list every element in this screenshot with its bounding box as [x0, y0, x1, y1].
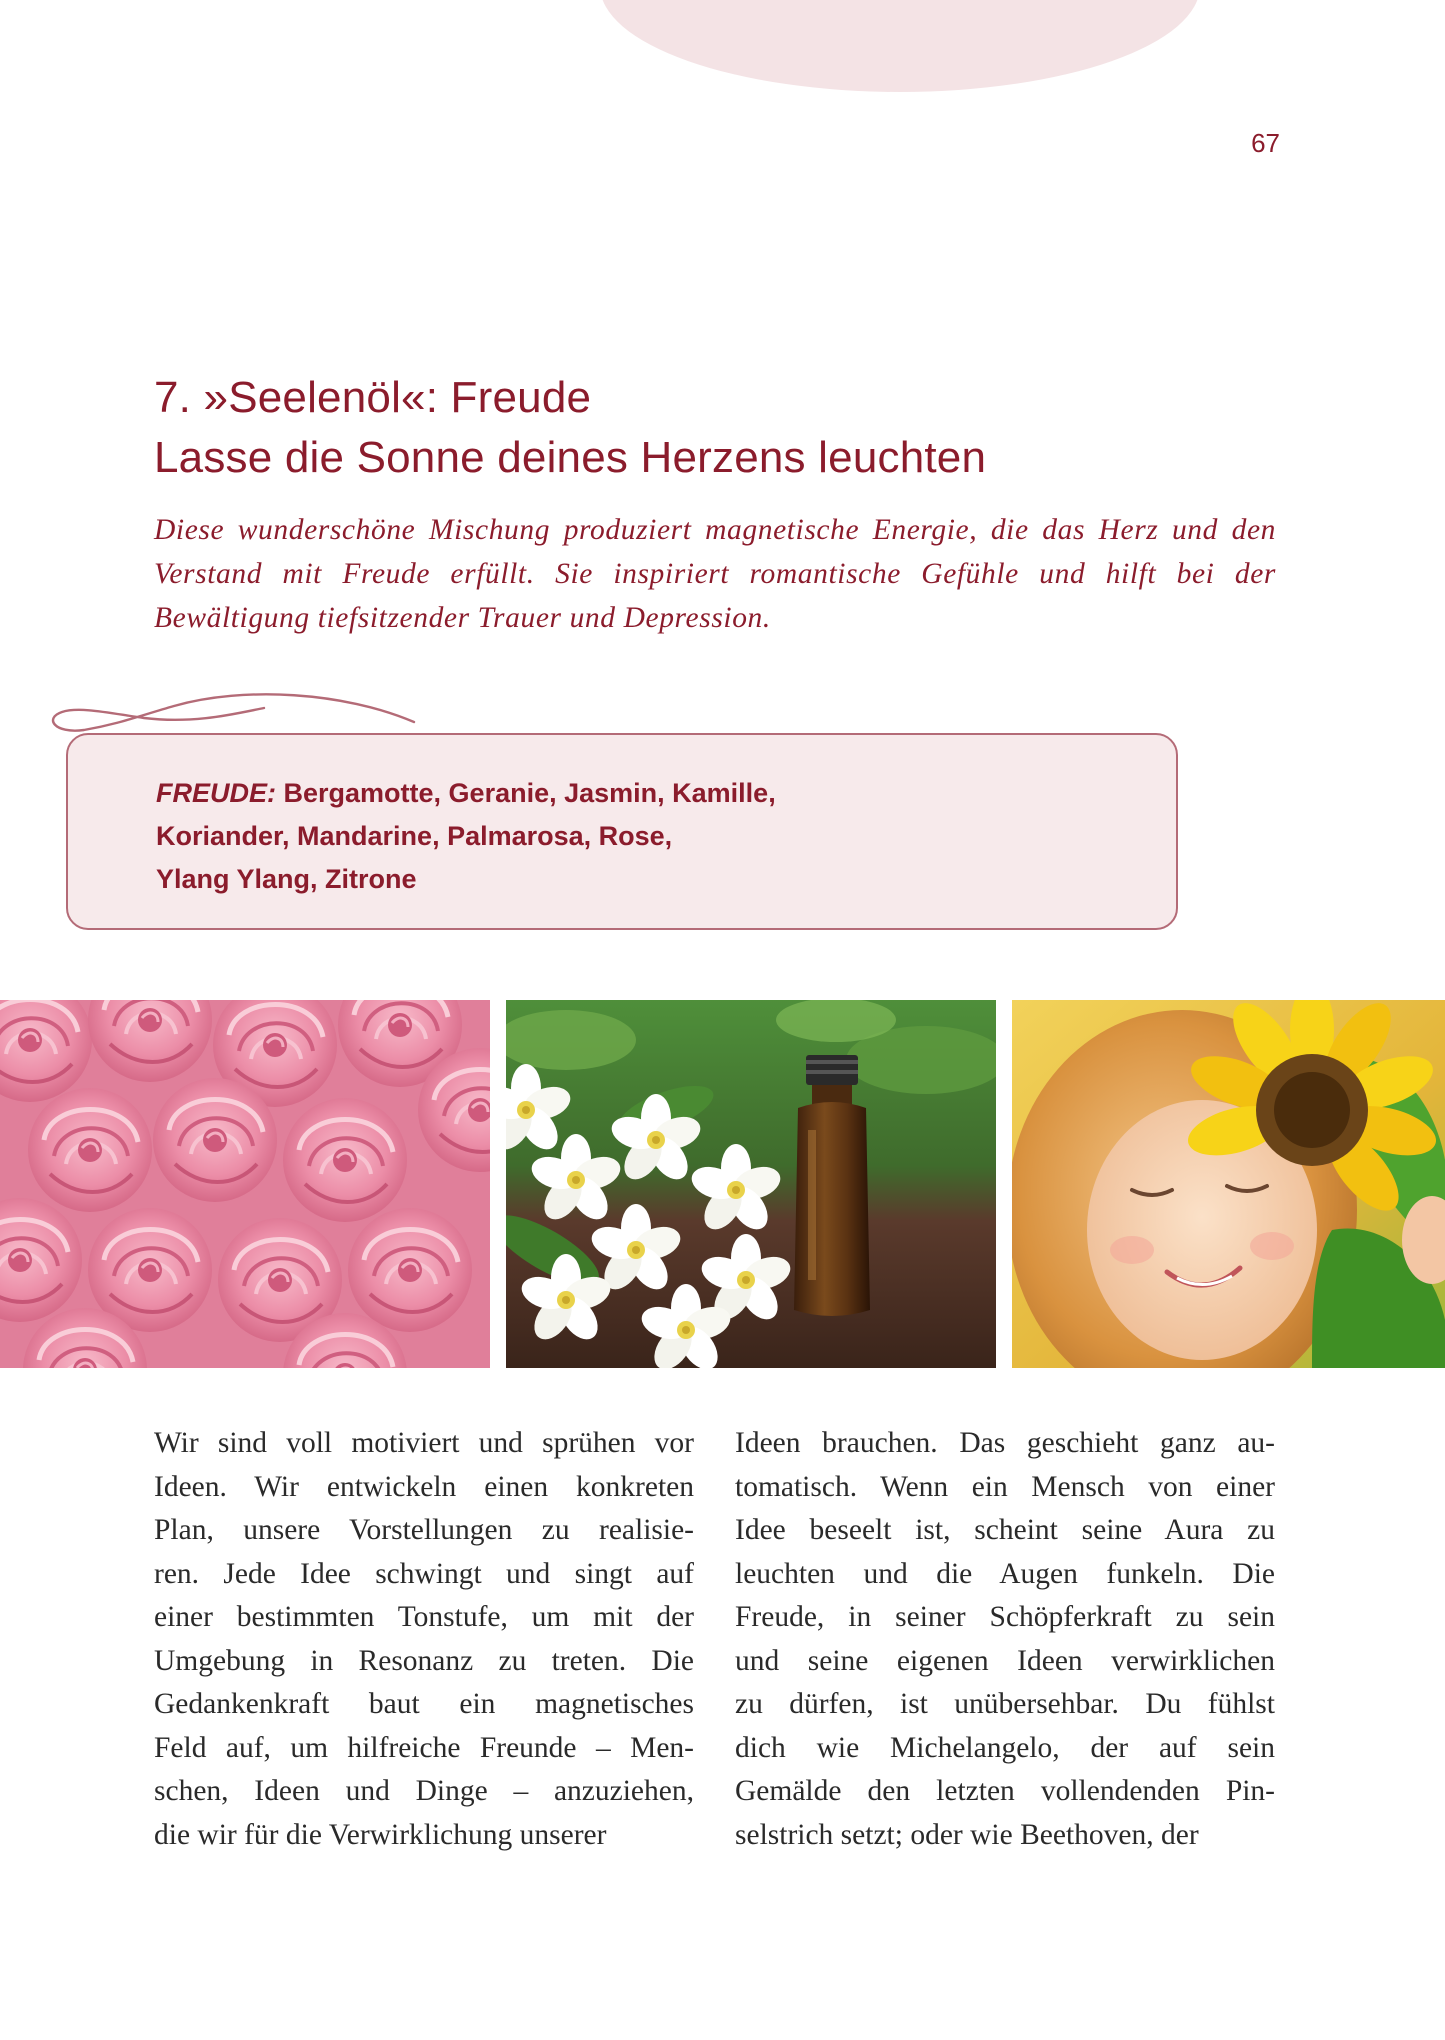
body-line: die wir für die Verwirklichung unserer — [154, 1818, 607, 1851]
body-line: tomatisch. Wenn ein Mensch von einer — [735, 1470, 1275, 1503]
body-line: Wir sind voll motiviert und sprühen vor — [154, 1427, 694, 1459]
body-line: einer bestimmten Tonstufe, um mit der — [154, 1601, 694, 1633]
body-line: Feld auf, um hilfreiche Freunde – Men- — [154, 1731, 694, 1764]
body-line: Plan, unsere Vorstellungen zu realisie- — [154, 1514, 694, 1546]
oil-blend-line: Ylang Ylang, Zitrone — [156, 864, 417, 894]
pink-roses-photo — [0, 1000, 490, 1368]
oil-blend-line: Koriander, Mandarine, Palmarosa, Rose, — [156, 821, 673, 851]
intro-paragraph: Diese wunderschöne Mischung produziert magnetische Energie, die das Herz und den Verstand mit Freude erfüllt. Sie inspiriert romantische Gefühle und hilft bei der Bewältigung tiefsitzender Trauer und Depression. — [154, 514, 1276, 634]
body-column-left — [154, 1422, 694, 1857]
body-line: selstrich setzt; oder wie Beethoven, der — [735, 1818, 1199, 1851]
body-column-right — [735, 1422, 1275, 1857]
body-line: Gemälde den letzten vollendenden Pin- — [735, 1775, 1275, 1807]
child-with-sunflower-photo — [1012, 1000, 1445, 1368]
chapter-subtitle-line: Lasse die Sonne deines Herzens leuchten — [154, 433, 987, 482]
body-line: Ideen brauchen. Das geschieht ganz au- — [735, 1427, 1275, 1459]
body-line: dich wie Michelangelo, der auf sein — [735, 1731, 1275, 1764]
body-line: Gedankenkraft baut ein magnetisches — [154, 1688, 694, 1720]
page-number: 67 — [1251, 128, 1280, 158]
body-line: ren. Jede Idee schwingt und singt auf — [154, 1557, 694, 1590]
chapter-title-line: 7. »Seelenöl«: Freude — [154, 373, 592, 422]
body-line: Ideen. Wir entwickeln einen konkreten — [154, 1470, 694, 1503]
body-line: Umgebung in Resonanz zu treten. Die — [154, 1644, 694, 1677]
oil-blend-line: Bergamotte, Geranie, Jasmin, Kamille, — [283, 778, 776, 808]
body-line: zu dürfen, ist unübersehbar. Du fühlst — [735, 1688, 1275, 1720]
decorative-top-oval — [600, 0, 1200, 92]
jasmine-oil-bottle-photo — [506, 1000, 996, 1368]
oil-blend-list — [156, 772, 1056, 901]
body-line: Freude, in seiner Schöpferkraft zu sein — [735, 1601, 1275, 1633]
body-line: leuchten und die Augen funkeln. Die — [735, 1557, 1275, 1590]
chapter-title — [154, 368, 1274, 488]
oil-blend-label: FREUDE: — [156, 778, 276, 808]
body-line: Idee beseelt ist, scheint seine Aura zu — [735, 1514, 1275, 1546]
body-line: schen, Ideen und Dinge – anzuziehen, — [154, 1775, 694, 1807]
oil-blend-box — [66, 733, 1178, 930]
body-line: und seine eigenen Ideen verwirklichen — [735, 1644, 1275, 1677]
